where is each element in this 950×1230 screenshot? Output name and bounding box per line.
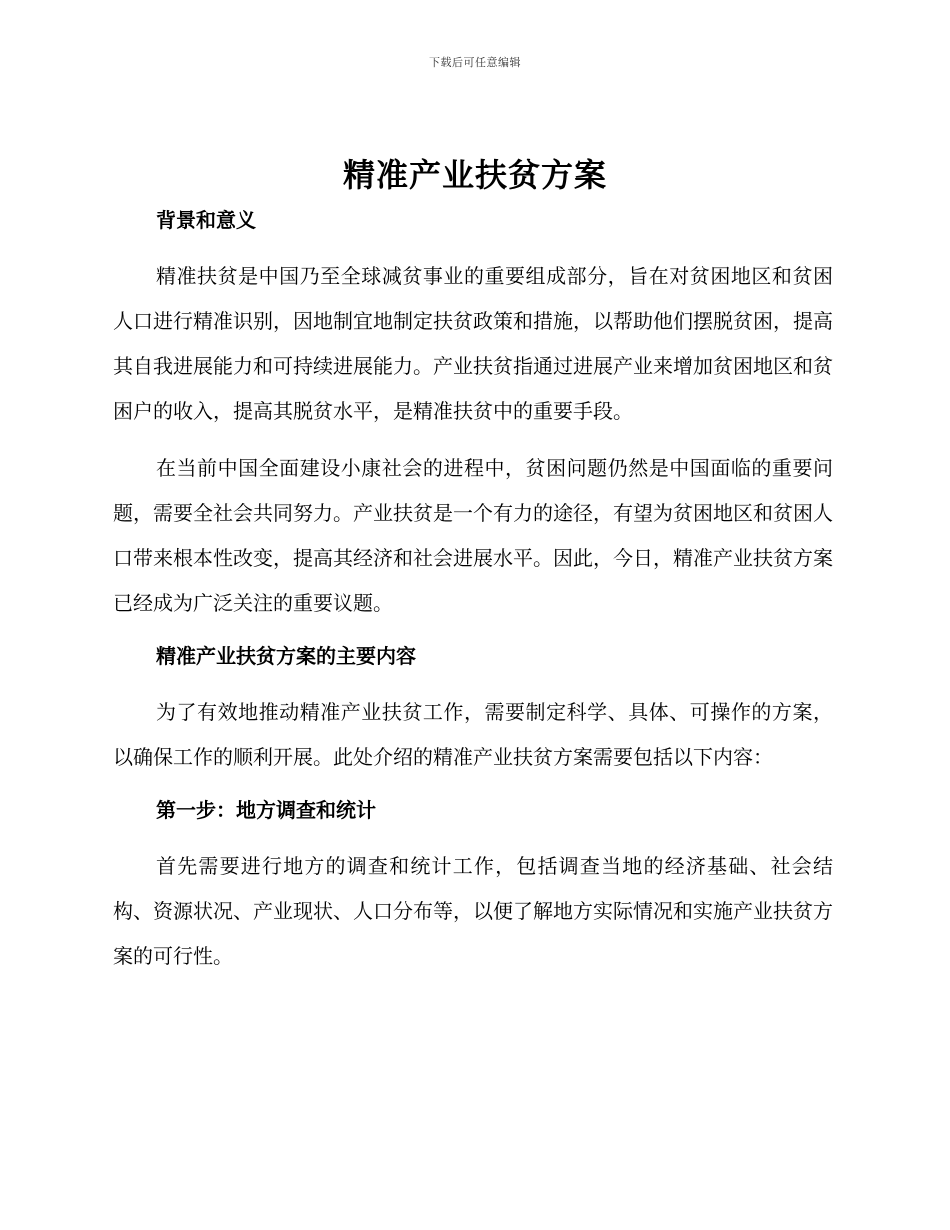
paragraph: 为了有效地推动精准产业扶贫工作，需要制定科学、具体、可操作的方案，以确保工作的顺利开展。此处介绍的精准产业扶贫方案需要包括以下内容： — [113, 700, 833, 769]
section-step-one — [113, 792, 833, 979]
section-background — [113, 202, 833, 626]
section-heading: 背景和意义 — [156, 208, 256, 232]
header-note: 下载后可任意编辑 — [429, 56, 521, 69]
paragraph: 首先需要进行地方的调查和统计工作，包括调查当地的经济基础、社会结构、资源状况、产业现状、人口分布等，以便了解地方实际情况和实施产业扶贫方案的可行性。 — [113, 854, 833, 968]
document-body — [113, 202, 833, 991]
section-heading: 精准产业扶贫方案的主要内容 — [156, 644, 416, 668]
paragraph: 精准扶贫是中国乃至全球减贫事业的重要组成部分，旨在对贫困地区和贫困人口进行精准识别，因地制宜地制定扶贫政策和措施，以帮助他们摆脱贫困，提高其自我进展能力和可持续进展能力。产业扶贫指通过进展产业来增加贫困地区和贫困户的收入，提高其脱贫水平，是精准扶贫中的重要手段。 — [113, 264, 833, 423]
section-heading: 第一步：地方调查和统计 — [156, 798, 376, 822]
document-title: 精准产业扶贫方案 — [342, 156, 607, 194]
paragraph: 在当前中国全面建设小康社会的进程中，贫困问题仍然是中国面临的重要问题，需要全社会共同努力。产业扶贫是一个有力的途径，有望为贫困地区和贫困人口带来根本性改变，提高其经济和社会进展水平。因此，今日，精准产业扶贫方案已经成为广泛关注的重要议题。 — [113, 456, 833, 615]
section-main-content — [113, 638, 833, 780]
